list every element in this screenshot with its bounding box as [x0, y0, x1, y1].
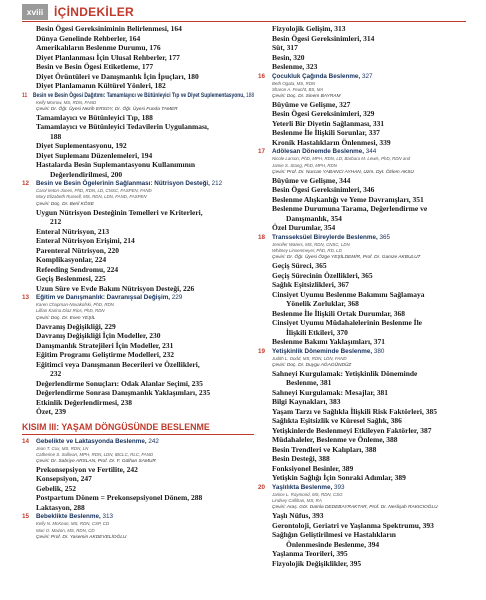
chapter-page: 380 [373, 347, 385, 355]
toc-entry[interactable]: Beslenme Bakımı Yaklaşımları, 371 [272, 337, 386, 347]
toc-entry[interactable]: Yönelik Zorluklar, 368 [286, 299, 359, 309]
toc-entry[interactable]: Geçiş Beslenmesi, 225 [36, 274, 106, 284]
toc-entry[interactable]: Fonksiyonel Besinler, 389 [272, 463, 354, 473]
page-number: xviii [22, 4, 48, 20]
chapter-author: Jamie S. Stang, PhD, MPH, RDN [272, 162, 337, 168]
toc-entry[interactable]: Laktasyon, 288 [36, 502, 85, 512]
toc-entry[interactable]: Beslenme Durumuna Tarama, Değerlendirme ve [272, 204, 428, 214]
chapter-author: Lillian Karina Díaz Ríos, PhD, RDN [36, 308, 105, 314]
chapter-page: 365 [379, 233, 390, 241]
chapter-author: Whitney Linsenmeyer, PhD, RD, LD [272, 248, 342, 254]
chapter-number: 14 [22, 437, 30, 445]
chapter-translator: Çeviri: Dr. Sabriye ARSLAN, Prof. Dr. F. Gülhan SAMUR [36, 458, 156, 464]
toc-entry[interactable]: Müdahaleler, Beslenme ve Önleme, 388 [272, 435, 398, 445]
toc-entry[interactable]: Komplikasyonlar, 224 [36, 255, 107, 265]
chapter-author: Catherine S. Sullivan, MPH, RDN, LDN, IBCLC, RLC, FAND [36, 451, 154, 457]
toc-entry[interactable]: Yetişkin Sağlığı İçin Sonraki Adımlar, 389 [272, 473, 406, 483]
chapter-author: Sharon A. Feucht, BS, MA [272, 86, 324, 92]
chapter-number: 13 [22, 294, 30, 302]
chapter-number: 12 [22, 180, 30, 188]
chapter-page: 188 [246, 91, 255, 99]
toc-entry[interactable]: Dünya Genelinde Rehberler, 164 [36, 33, 141, 43]
chapter-heading[interactable] [258, 147, 470, 156]
toc-entry[interactable]: Beslenme İle İlişkili Sorunlar, 337 [272, 128, 380, 138]
toc-left-column [22, 24, 254, 541]
chapter-translator: Çeviri: Doç. Dr. Beril KÖSE [36, 201, 94, 207]
chapter-author: Nicole Larson, PhD, MPH, RDN, LD; Barbara M. Lewis, PhD, RDN and [272, 156, 411, 162]
chapter-author: Jean T. Cox, MS, RDN, LN [36, 445, 89, 451]
chapter-heading[interactable] [22, 437, 254, 446]
chapter-title: Transseksüel Bireylerde Beslenme, [272, 233, 378, 241]
toc-entry[interactable]: Refeeding Sendromu, 224 [36, 264, 119, 274]
chapter-author: Judith L. Dodd, MS, RDN, LDN, FAND [272, 355, 347, 361]
toc-entry[interactable]: İlişkili Etkileri, 370 [286, 327, 348, 337]
toc-entry[interactable]: Danışmanlık Stratejileri İçin Modeller, 231 [36, 340, 174, 350]
chapter-heading[interactable] [258, 72, 470, 81]
chapter-number: 15 [22, 513, 30, 521]
chapter-heading[interactable] [258, 483, 470, 492]
toc-entry[interactable]: Davranış Değişikliği İçin Modeller, 230 [36, 331, 161, 341]
chapter-heading[interactable] [22, 91, 255, 100]
chapter-title: Adölesan Dönemde Beslenme, [272, 148, 365, 156]
toc-entry[interactable]: Uygun Nütrisyon Desteğinin Temelleri ve Kriterleri, [36, 207, 203, 217]
toc-entry[interactable]: Eğitimci veya Danışmanın Becerileri ve Özellikleri, [36, 359, 200, 369]
toc-entry[interactable]: Özel Durumlar, 354 [272, 223, 336, 233]
toc-entry[interactable]: Kronik Hastalıkların Önlenmesi, 339 [272, 137, 391, 147]
toc-entry[interactable]: Diyet Suplementasyonu, 192 [36, 141, 127, 151]
chapter-heading[interactable] [258, 233, 470, 242]
chapter-author: Jennifer Waters, MS, RDN, CNSC, LDN [272, 241, 350, 247]
chapter-author: Lindsey Callihan, MS, RA [272, 498, 322, 504]
toc-entry[interactable]: Uzun Süre ve Evde Bakım Nütrisyon Desteği, 226 [36, 283, 195, 293]
toc-entry[interactable]: Enteral Nütrisyon, 213 [36, 226, 110, 236]
toc-entry[interactable]: Postpartum Dönem = Prekonsepsiyonel Dönem, 288 [36, 493, 203, 503]
chapter-title: Besin ve Besin Ögesi Dağıtımı: Tamamlayıcı ve Bütünleyici Tıp ve Diyet Suplementasyonu, [32, 91, 245, 99]
chapter-title: Gebelikte ve Laktasyonda Beslenme, [36, 437, 147, 445]
chapter-translator: Çeviri: Prof. Dr. Nurcan YABANCI AYHAN, Uzm. Dyt. Özlem AKSU [272, 169, 414, 175]
toc-entry[interactable]: 188 [50, 131, 62, 141]
toc-entry[interactable]: Geçiş Sürecinin Özellikleri, 365 [272, 270, 373, 280]
toc-entry[interactable]: Amerikalıların Beslenme Durumu, 176 [36, 43, 161, 52]
toc-entry[interactable]: Tamamlayıcı ve Bütünleyici Tedavilerin Uygulanması, [36, 122, 209, 132]
chapter-page: 313 [102, 513, 114, 521]
chapter-author: Janice L. Raymond, MS, RDN, CSG [272, 491, 343, 497]
page-header [0, 0, 486, 22]
chapter-heading[interactable] [22, 293, 254, 302]
toc-entry[interactable]: Sahneyi Kurgulamak: Yetişkinlik Döneminde [272, 368, 418, 378]
toc-entry[interactable]: Büyüme ve Gelişme, 327 [272, 99, 351, 109]
toc-entry[interactable]: Geçiş Süreci, 365 [272, 261, 327, 271]
toc-entry[interactable]: Fizyolojik Gelişim, 313 [272, 24, 346, 33]
toc-entry[interactable]: Besin ve Besin Ögesi Etiketleme, 177 [36, 62, 154, 71]
toc-entry[interactable]: Cinsiyet Uyumu Müdahalelerinin Beslenme İle [272, 318, 423, 328]
chapter-title: Yaşlılıkta Beslenme, [272, 483, 333, 491]
toc-entry[interactable]: Konsepsiyon, 247 [36, 474, 92, 484]
chapter-translator: Çeviri: Doç. Dr. Sinem BAYRAM [272, 93, 341, 99]
toc-entry[interactable]: Hastalarda Besin Suplemantasyonu Kullanımının [36, 160, 196, 170]
toc-entry[interactable]: Besin Ögesi Gereksiniminin Belirlenmesi, 164 [36, 24, 182, 33]
toc-entry[interactable]: Beslenme İle İlişkili Ortak Durumlar, 368 [272, 308, 406, 318]
toc-entry[interactable]: Besin Desteği, 388 [272, 454, 330, 464]
toc-entry[interactable]: Diyet Suplemanı Düzenlemeleri, 194 [36, 150, 153, 160]
chapter-translator: Çeviri: Prof. Dr. Yasemin AKDEVELİOĞLU [36, 534, 127, 540]
chapter-translator: Çeviri: Dr. Öğr. Üyesi Nezih ERSOY, Dr. Öğr. Üyesi Funda TAMER [36, 106, 178, 112]
toc-entry[interactable]: Bilgi Kaynakları, 383 [272, 397, 341, 407]
toc-entry[interactable]: Besin, 320 [272, 52, 305, 62]
chapter-translator: Çeviri: Doç. Dr. Esen YEŞİL [36, 315, 96, 321]
toc-entry[interactable]: Tamamlayıcı ve Bütünleyici Tıp, 188 [36, 112, 153, 122]
toc-entry[interactable]: Beslenme, 323 [272, 62, 318, 71]
chapter-heading[interactable] [258, 347, 470, 356]
toc-entry[interactable]: Değerlendirme Sonuçları: Odak Alanlar Seçimi, 235 [36, 378, 203, 388]
chapter-author: Kelly N. McKean, MS, RDN, CSP, CD [36, 521, 110, 527]
chapter-title: Bebeklikte Beslenme, [36, 513, 101, 521]
toc-entry[interactable]: Beslenme Alışkanlığı ve Yeme Davranışları, 351 [272, 194, 424, 204]
toc-entry[interactable]: Besin Ögesi Gereksinimleri, 329 [272, 109, 375, 119]
toc-entry[interactable]: Gebelik, 252 [36, 483, 77, 493]
toc-entry[interactable]: Enteral Nütrisyon Erişimi, 214 [36, 236, 135, 246]
chapter-page: 229 [171, 294, 183, 302]
chapter-number: 19 [258, 347, 266, 355]
toc-entry[interactable]: Diyet Örüntüleri ve Danışmanlık İçin İpuçları, 180 [36, 71, 199, 81]
chapter-number: 20 [258, 483, 266, 491]
toc-entry[interactable]: Etkinlik Değerlendirmesi, 238 [36, 397, 133, 407]
chapter-author: Kelly Morrow, MS, RDN, FAND [36, 99, 97, 105]
toc-entry[interactable]: Fizyolojik Değişiklikler, 395 [272, 558, 362, 568]
chapter-translator: Çeviri: Doç. Dr. Duygu AĞAGÜNDÜZ [272, 362, 352, 368]
toc-entry[interactable]: Yeterli Bir Diyetin Sağlanması, 331 [272, 118, 385, 128]
toc-entry[interactable]: Besin Ögesi Gereksinimleri, 346 [272, 185, 375, 195]
toc-entry[interactable]: Danışmanlık, 354 [286, 213, 342, 223]
chapter-author: Carol Ireton-Jones, PhD, RDN, LD, CNSC, FASPEN, FAND [36, 188, 152, 194]
toc-entry[interactable]: 212 [50, 217, 62, 227]
toc-entry[interactable]: Sağlık Eşitsizlikleri, 367 [272, 280, 349, 290]
chapter-page: 212 [211, 180, 223, 188]
chapter-author: Beth Ogata, MS, RDN [272, 80, 316, 86]
toc-entry[interactable]: Yaşam Tarzı ve Sağlıkla İlişkili Risk Faktörleri, 385 [272, 406, 438, 416]
part-heading: KISIM III: YAŞAM DÖNGÜSÜNDE BESLENME [22, 421, 210, 432]
toc-entry[interactable]: Diyet Planlanması İçin Ulusal Rehberler, 177 [36, 52, 180, 62]
toc-entry[interactable]: Gerontoloji, Geriatri ve Yaşlanma Spektrumu, 393 [272, 520, 434, 530]
chapter-page: 344 [365, 148, 377, 156]
header-divider [22, 21, 466, 22]
chapter-title: Besin ve Besin Ögelerinin Sağlanması: Nütrisyon Desteği, [36, 180, 210, 188]
chapter-title: Eğitim ve Danışmanlık: Davranışsal Değişim, [36, 294, 171, 302]
chapter-number: 18 [258, 233, 266, 241]
toc-entry[interactable]: Parenteral Nütrisyon, 220 [36, 245, 119, 255]
toc-entry[interactable]: Eğitim Programı Geliştirme Modelleri, 232 [36, 350, 174, 360]
chapter-number: 11 [22, 91, 28, 99]
toc-entry[interactable]: Yetişkinlerde Beslenmeyi Etkileyen Faktörler, 387 [272, 425, 432, 435]
toc-entry[interactable]: Sahneyi Kurgulamak: Mesajlar, 381 [272, 387, 388, 397]
toc-entry[interactable]: Prekonsepsiyon ve Fertilite, 242 [36, 464, 138, 474]
toc-entry[interactable]: Büyüme ve Gelişme, 344 [272, 175, 351, 185]
chapter-author: Mary Elizabeth Russell, MS, RDN, LDN, FAND, FASPEN [36, 194, 147, 200]
toc-entry[interactable]: Yaşlı Nüfus, 393 [272, 511, 324, 521]
chapter-page: 393 [333, 483, 345, 491]
chapter-number: 17 [258, 148, 266, 156]
page-title: İÇİNDEKİLER [54, 5, 134, 19]
toc-entry[interactable]: Beslenme, 381 [286, 378, 332, 388]
chapter-page: 327 [361, 72, 373, 80]
chapter-page: 242 [148, 437, 159, 445]
toc-entry[interactable]: Besin Trendleri ve Kalıpları, 388 [272, 444, 377, 454]
toc-entry[interactable]: Yaşlanma Teorileri, 395 [272, 549, 348, 559]
chapter-author: Mari O. Mazon, MS, RDN, CD [36, 527, 95, 533]
toc-entry[interactable]: Değerlendirme Sonrası Danışmanlık Yaklaşımları, 235 [36, 388, 211, 398]
toc-entry[interactable]: Besin Ögesi Gereksinimleri, 314 [272, 33, 375, 43]
chapter-translator: Çeviri: Araş. Gör. Damla DEDEBAYRAKTAR, Prof. Dr. Neslişah RAKICIOĞLU [272, 505, 438, 511]
toc-entry[interactable]: Sağlıkta Eşitsizlik ve Küresel Sağlık, 386 [272, 416, 402, 426]
chapter-heading[interactable] [22, 179, 254, 188]
chapter-number: 16 [258, 72, 266, 80]
toc-entry[interactable]: Sağlığın Geliştirilmesi ve Hastalıkların [272, 530, 396, 540]
chapter-title: Yetişkinlik Döneminde Beslenme, [272, 347, 373, 355]
toc-entry[interactable]: Süt, 317 [272, 43, 298, 52]
chapter-heading[interactable] [22, 512, 254, 521]
toc-entry[interactable]: Önlenmesinde Beslenme, 394 [286, 539, 380, 549]
chapter-translator: Çeviri: Dr. Öğr. Üyesi Özge YEŞİLDEMİR, Prof. Dr. Gamze AKBULUT [272, 255, 421, 261]
toc-entry[interactable]: Davranış Değişikliği, 229 [36, 321, 116, 331]
toc-entry[interactable]: 232 [50, 369, 62, 379]
toc-entry[interactable]: Özet, 239 [36, 407, 66, 417]
toc-entry[interactable]: Diyet Planlamanın Kültürel Yönleri, 182 [36, 81, 166, 90]
part-divider [22, 434, 254, 435]
toc-entry[interactable]: Cinsiyet Uyumu Beslenme Bakımını Sağlamaya [272, 289, 425, 299]
chapter-title: Çocukluk Çağında Beslenme, [272, 72, 361, 80]
chapter-author: Karen Chapman-Novakofski, PhD, RDN [36, 302, 114, 308]
toc-entry[interactable]: Değerlendirilmesi, 200 [50, 169, 123, 179]
toc-right-column [258, 24, 470, 568]
